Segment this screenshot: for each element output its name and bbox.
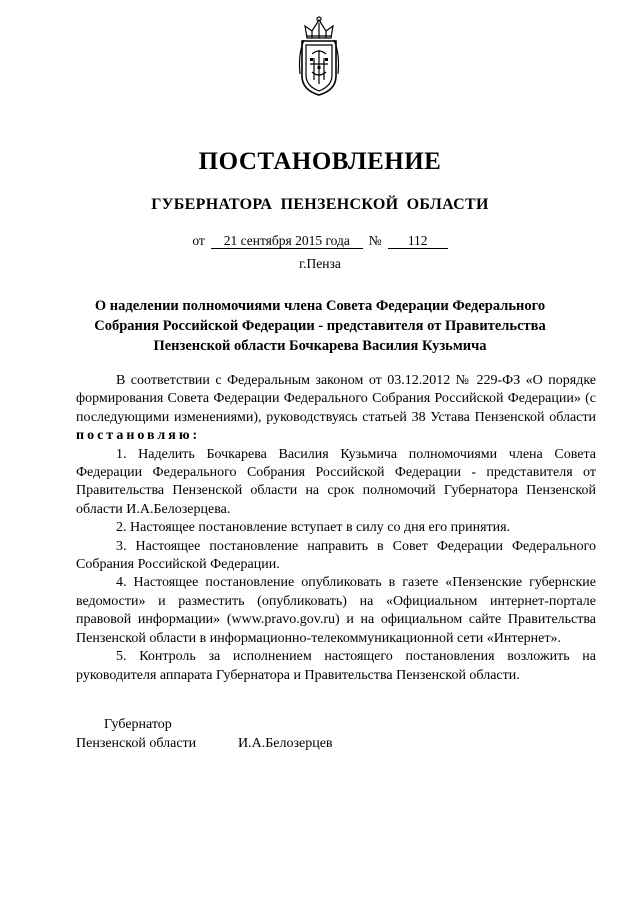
heading-line: О наделении полномочиями члена Совета Федерации Федерального — [94, 298, 546, 314]
date-prefix: от — [192, 233, 205, 248]
document-subtitle: ГУБЕРНАТОРА ПЕНЗЕНСКОЙ ОБЛАСТИ — [151, 196, 489, 213]
city: г.Пенза — [299, 256, 341, 271]
item-paragraph: 5. Контроль за исполнением настоящего постановления возложить на руководителя аппарата Губернатора и Правительства Пензенской области. — [76, 649, 596, 683]
item-paragraph: 3. Настоящее постановление направить в Совет Федерации Федерального Собрания Российской Федерации. — [76, 538, 596, 573]
heading-line: Пензенской области Бочкарева Василия Кузьмича — [153, 338, 487, 354]
heading-line: Собрания Российской Федерации - представителя от Правительства — [94, 318, 546, 334]
item-paragraph: 1. Наделить Бочкарева Василия Кузьмича полномочиями члена Совета Федерации Федерального Собрания Российской Федерации - представителя от Правительства Пензенской области на срок полномочий Губернатора Пензенской области И.А.Белозерцева. — [76, 446, 596, 517]
item-paragraph: 4. Настоящее постановление опубликовать в газете «Пензенские губернские ведомости» и разместить (опубликовать) на «Официальном интернет-портале правовой информации» (www.pravo.gov.ru) и на официальном сайте Правительства Пензенской области в информационно-телекоммуникационной сети «Интернет». — [76, 575, 596, 646]
signature-region: Пензенской области — [76, 736, 197, 751]
document-heading — [80, 296, 560, 356]
document-body — [76, 372, 596, 685]
document-title: ПОСТАНОВЛЕНИЕ — [198, 148, 442, 175]
document-number: 112 — [388, 234, 448, 249]
decree-word: постановляю: — [76, 428, 201, 444]
preamble-text: В соответствии с Федеральным законом от 03.12.2012 № 229-ФЗ «О порядке формирования Совета Федерации Федерального Собрания Российской Федерации» (с последующими изменениями), руководствуясь статьей 38 Устава Пензенской области — [76, 373, 596, 425]
signature-title: Губернатор — [104, 717, 172, 732]
coat-of-arms-icon — [290, 14, 348, 98]
preamble-paragraph — [76, 372, 596, 446]
date-number-line — [0, 233, 640, 249]
document-date: 21 сентября 2015 года — [211, 234, 363, 249]
item-paragraph: 2. Настоящее постановление вступает в силу со дня его принятия. — [116, 520, 511, 536]
number-prefix: № — [368, 233, 382, 248]
signature-name: И.А.Белозерцев — [238, 736, 333, 751]
